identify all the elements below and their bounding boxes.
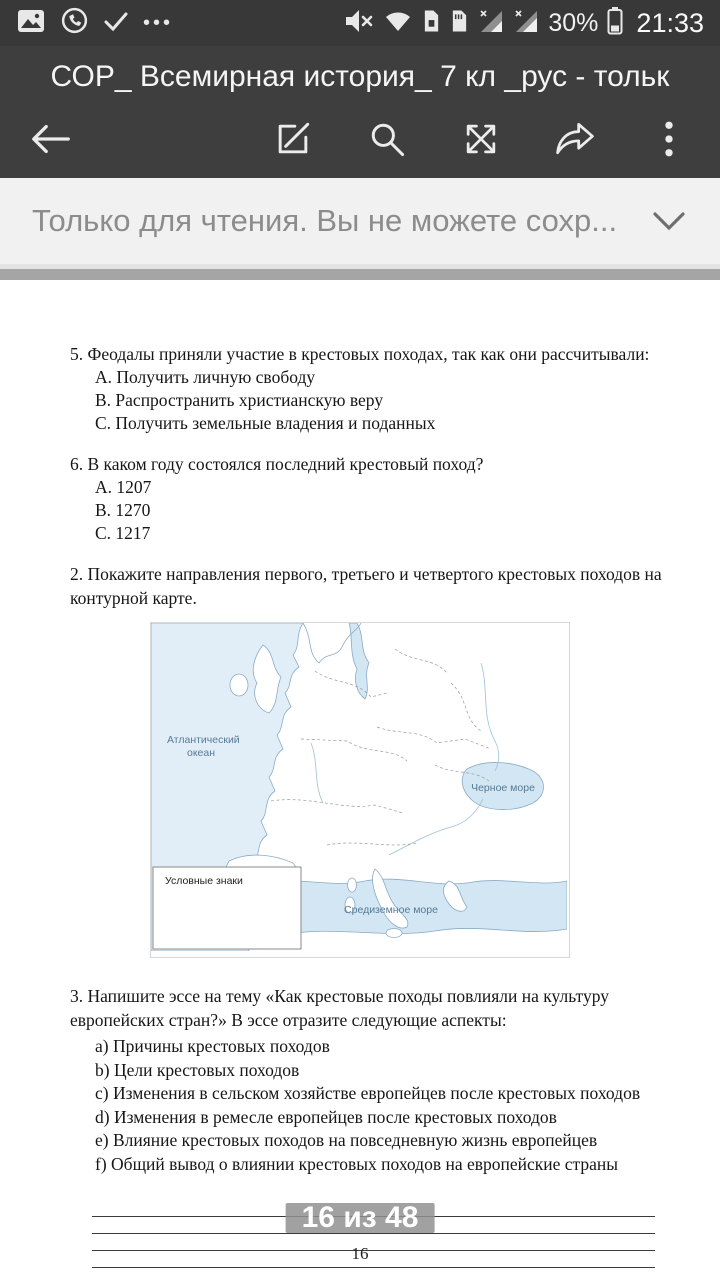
- app-header: [0, 46, 720, 178]
- option: C. Получить земельные владения и поданных: [95, 413, 436, 433]
- toolbar: [0, 100, 720, 178]
- question-5-text: 5. Феодалы приняли участие в крестовых походах, так как они рассчитывали:: [70, 344, 650, 364]
- overflow-menu-button[interactable]: [646, 116, 692, 162]
- question-5-options: [95, 366, 720, 435]
- back-button[interactable]: [28, 116, 74, 162]
- document-title: СОР_ Всемирная история_ 7 кл _рус - тольк: [50, 60, 670, 93]
- read-only-banner[interactable]: [0, 178, 720, 264]
- essay-aspect: d) Изменения в ремесле европейцев после крестовых походов: [95, 1106, 557, 1127]
- legend-title: Условные знаки: [165, 875, 243, 887]
- essay-aspect: e) Влияние крестовых походов на повседневную жизнь европейцев: [95, 1130, 598, 1150]
- question-6-text: 6. В каком году состоялся последний крестовый поход?: [70, 454, 484, 474]
- battery-percent-label: 30%: [548, 8, 599, 37]
- option: B. Распространить христианскую веру: [95, 390, 384, 410]
- clock-label: 21:33: [636, 7, 704, 38]
- page-position-indicator: 16 из 48: [286, 1203, 435, 1233]
- essay-aspect: a) Причины крестовых походов: [95, 1036, 330, 1056]
- whatsapp-icon: [60, 6, 89, 40]
- option: A. Получить личную свободу: [95, 367, 316, 387]
- system-status-icons: [344, 7, 704, 40]
- essay-aspects-list: [95, 1035, 720, 1176]
- chevron-down-icon[interactable]: [650, 209, 688, 233]
- mute-icon: [344, 8, 374, 39]
- option: B. 1270: [95, 500, 151, 520]
- share-button[interactable]: [552, 116, 598, 162]
- answer-line: [92, 1267, 655, 1268]
- signal-2-icon: [513, 8, 539, 39]
- option: C. 1217: [95, 523, 151, 543]
- question-3-text: 3. Напишите эссе на тему «Как крестовые походы повлияли на культуру европейских стран?» В эссе отразите следующие аспекты:: [70, 986, 609, 1030]
- atlantic-ocean-label-line1: Атлантический: [167, 734, 240, 746]
- question-2-text: 2. Покажите направления первого, третьего и четвертого крестовых походов на контурной карте.: [70, 564, 662, 608]
- battery-icon: [607, 7, 623, 40]
- status-bar: [0, 0, 720, 46]
- mediterranean-label: Средиземное море: [344, 904, 438, 916]
- option: A. 1207: [95, 477, 152, 497]
- fullscreen-button[interactable]: [458, 116, 504, 162]
- atlantic-ocean-label-line2: океан: [187, 747, 216, 759]
- black-sea-label: Черное море: [471, 782, 535, 794]
- search-button[interactable]: [364, 116, 410, 162]
- more-notifications-icon: •••: [143, 11, 174, 34]
- wifi-icon: [383, 9, 413, 38]
- question-6-options: [95, 476, 720, 545]
- contour-map: [150, 622, 570, 958]
- read-only-banner-text: Только для чтения. Вы не можете сохр...: [32, 203, 618, 238]
- page-number: 16: [351, 1244, 369, 1263]
- gallery-icon: [16, 6, 46, 41]
- notification-icons: [16, 6, 173, 41]
- pdf-page[interactable]: [0, 280, 720, 1280]
- sd-card-icon: [450, 8, 469, 39]
- essay-aspect: c) Изменения в сельском хозяйстве европейцев после крестовых походов: [95, 1083, 641, 1103]
- check-icon: [103, 8, 129, 39]
- sim-card-icon: [422, 8, 441, 39]
- essay-aspect: b) Цели крестовых походов: [95, 1059, 300, 1080]
- essay-aspect: f) Общий вывод о влиянии крестовых походов на европейские страны: [95, 1153, 619, 1174]
- edit-button[interactable]: [270, 116, 316, 162]
- toolbar-actions: [270, 116, 692, 162]
- signal-1-icon: [478, 8, 504, 39]
- page-gap: [0, 269, 720, 280]
